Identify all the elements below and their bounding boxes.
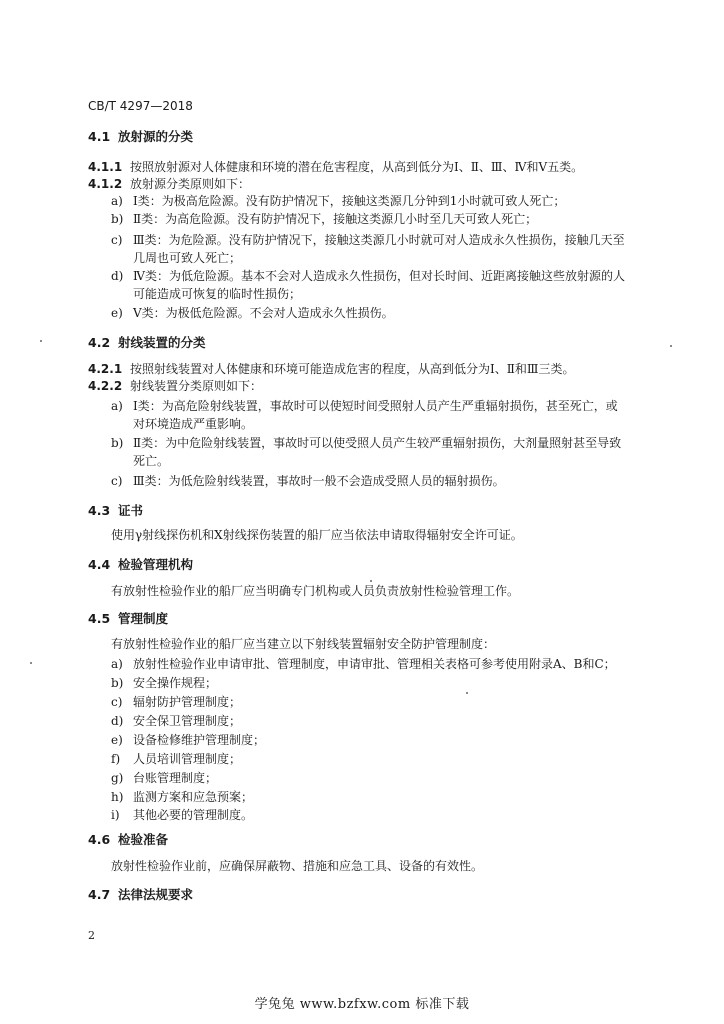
list-item xyxy=(111,791,253,803)
clause-number: 4.1.1 xyxy=(88,160,123,174)
section-heading-4-3 xyxy=(88,505,143,518)
list-item xyxy=(111,213,537,225)
paragraph: 放射性检验作业前，应确保屏蔽物、措施和应急工具、设备的有效性。 xyxy=(111,859,484,873)
list-item xyxy=(111,809,253,821)
list-text: 安全保卫管理制度； xyxy=(133,714,242,728)
list-item xyxy=(111,234,625,246)
list-item xyxy=(111,772,217,784)
page-number: 2 xyxy=(88,929,95,942)
list-item xyxy=(111,715,241,727)
list-item xyxy=(111,270,625,282)
list-marker: i) xyxy=(111,808,120,822)
section-number: 4.6 xyxy=(88,832,111,847)
section-heading-4-5 xyxy=(88,613,168,626)
section-number: 4.4 xyxy=(88,557,111,572)
section-heading-4-4 xyxy=(88,559,193,572)
list-text-continued: 对环境造成严重影响。 xyxy=(133,417,254,431)
list-marker: d) xyxy=(111,714,124,728)
list-item xyxy=(111,437,621,449)
list-marker: a) xyxy=(111,657,123,671)
section-number: 4.3 xyxy=(88,503,111,518)
list-item xyxy=(111,400,618,412)
clause-text: 放射源分类原则如下： xyxy=(130,177,251,191)
scan-speck xyxy=(670,345,672,347)
list-marker: g) xyxy=(111,771,124,785)
paragraph: 使用γ射线探伤机和X射线探伤装置的船厂应当依法申请取得辐射安全许可证。 xyxy=(111,528,523,542)
paragraph: 有放射性检验作业的船厂应当建立以下射线装置辐射安全防护管理制度： xyxy=(111,637,496,651)
list-marker: c) xyxy=(111,474,123,488)
list-marker: a) xyxy=(111,399,123,413)
list-item xyxy=(111,696,241,708)
paragraph: 有放射性检验作业的船厂应当明确专门机构或人员负责放射性检验管理工作。 xyxy=(111,584,520,598)
list-text: 设备检修维护管理制度； xyxy=(133,733,266,747)
list-text: Ⅴ类：为极低危险源。不会对人造成永久性损伤。 xyxy=(133,306,394,320)
list-marker: h) xyxy=(111,790,124,804)
list-marker: e) xyxy=(111,733,123,747)
list-text: Ⅰ类：为极高危险源。没有防护情况下，接触这类源几分钟到1小时就可致人死亡； xyxy=(133,194,566,208)
list-marker: c) xyxy=(111,695,123,709)
scan-speck xyxy=(466,692,468,694)
list-item xyxy=(111,658,616,670)
list-text: 其他必要的管理制度。 xyxy=(133,808,254,822)
clause-4-2-2 xyxy=(88,380,262,392)
section-title: 射线装置的分类 xyxy=(118,335,206,350)
clause-4-1-2 xyxy=(88,178,250,190)
clause-4-1-1 xyxy=(88,161,583,173)
list-item xyxy=(111,475,505,487)
watermark-text: 学兔兔 www.bzfxw.com 标准下载 xyxy=(254,997,470,1012)
list-text-continued: 可能造成可恢复的临时性损伤； xyxy=(133,287,302,301)
list-marker: c) xyxy=(111,233,123,247)
list-marker: e) xyxy=(111,306,123,320)
list-text: Ⅲ类：为低危险射线装置，事故时一般不会造成受照人员的辐射损伤。 xyxy=(133,474,505,488)
list-marker: d) xyxy=(111,269,124,283)
clause-text: 按照放射源对人体健康和环境的潜在危害程度，从高到低分为Ⅰ、Ⅱ、Ⅲ、Ⅳ和Ⅴ五类。 xyxy=(130,160,584,174)
clause-number: 4.2.2 xyxy=(88,379,123,393)
list-item xyxy=(111,677,217,689)
list-text-continued: 死亡。 xyxy=(133,454,170,468)
section-title: 检验管理机构 xyxy=(118,557,194,572)
list-text-continued: 几周也可致人死亡； xyxy=(133,251,242,265)
section-title: 检验准备 xyxy=(118,832,169,847)
clause-text: 射线装置分类原则如下： xyxy=(130,379,263,393)
scan-speck xyxy=(40,340,42,342)
section-number: 4.7 xyxy=(88,887,111,902)
clause-number: 4.1.2 xyxy=(88,177,123,191)
section-number: 4.2 xyxy=(88,335,111,350)
list-text: 监测方案和应急预案； xyxy=(133,790,254,804)
section-heading-4-7 xyxy=(88,889,193,902)
list-text: 人员培训管理制度； xyxy=(133,752,242,766)
clause-4-2-1 xyxy=(88,363,574,375)
scan-speck xyxy=(30,662,32,664)
list-text: 安全操作规程； xyxy=(133,676,218,690)
list-text: 放射性检验作业申请审批、管理制度，申请审批、管理相关表格可参考使用附录A、B和C； xyxy=(133,657,616,671)
list-text: Ⅳ类：为低危险源。基本不会对人造成永久性损伤，但对长时间、近距离接触这些放射源的人 xyxy=(133,269,625,283)
list-marker: f) xyxy=(111,752,121,766)
section-number: 4.5 xyxy=(88,611,111,626)
list-item xyxy=(111,753,241,765)
list-item xyxy=(111,734,265,746)
list-text: Ⅰ类：为高危险射线装置，事故时可以使短时间受照射人员产生严重辐射损伤，甚至死亡，或 xyxy=(133,399,618,413)
section-title: 法律法规要求 xyxy=(118,887,194,902)
section-title: 放射源的分类 xyxy=(118,129,194,144)
list-marker: a) xyxy=(111,194,123,208)
list-item xyxy=(111,195,565,207)
list-text: Ⅲ类：为危险源。没有防护情况下，接触这类源几小时就可对人造成永久性损伤，接触几天至 xyxy=(133,233,625,247)
section-title: 管理制度 xyxy=(118,611,169,626)
list-text: 台账管理制度； xyxy=(133,771,218,785)
scan-speck xyxy=(370,580,372,582)
section-heading-4-2 xyxy=(88,337,206,350)
clause-text: 按照射线装置对人体健康和环境可能造成危害的程度，从高到低分为Ⅰ、Ⅱ和Ⅲ三类。 xyxy=(130,362,575,376)
list-text: Ⅱ类：为中危险射线装置，事故时可以使受照人员产生较严重辐射损伤，大剂量照射甚至导致 xyxy=(133,436,622,450)
list-item xyxy=(111,307,394,319)
list-marker: b) xyxy=(111,212,124,226)
document-code: CB/T 4297—2018 xyxy=(88,99,193,113)
list-marker: b) xyxy=(111,436,124,450)
section-number: 4.1 xyxy=(88,129,111,144)
section-heading-4-1 xyxy=(88,131,193,144)
clause-number: 4.2.1 xyxy=(88,362,123,376)
section-title: 证书 xyxy=(118,503,144,518)
list-text: 辐射防护管理制度； xyxy=(133,695,242,709)
list-text: Ⅱ类：为高危险源。没有防护情况下，接触这类源几小时至几天可致人死亡； xyxy=(133,212,538,226)
list-marker: b) xyxy=(111,676,124,690)
section-heading-4-6 xyxy=(88,834,168,847)
